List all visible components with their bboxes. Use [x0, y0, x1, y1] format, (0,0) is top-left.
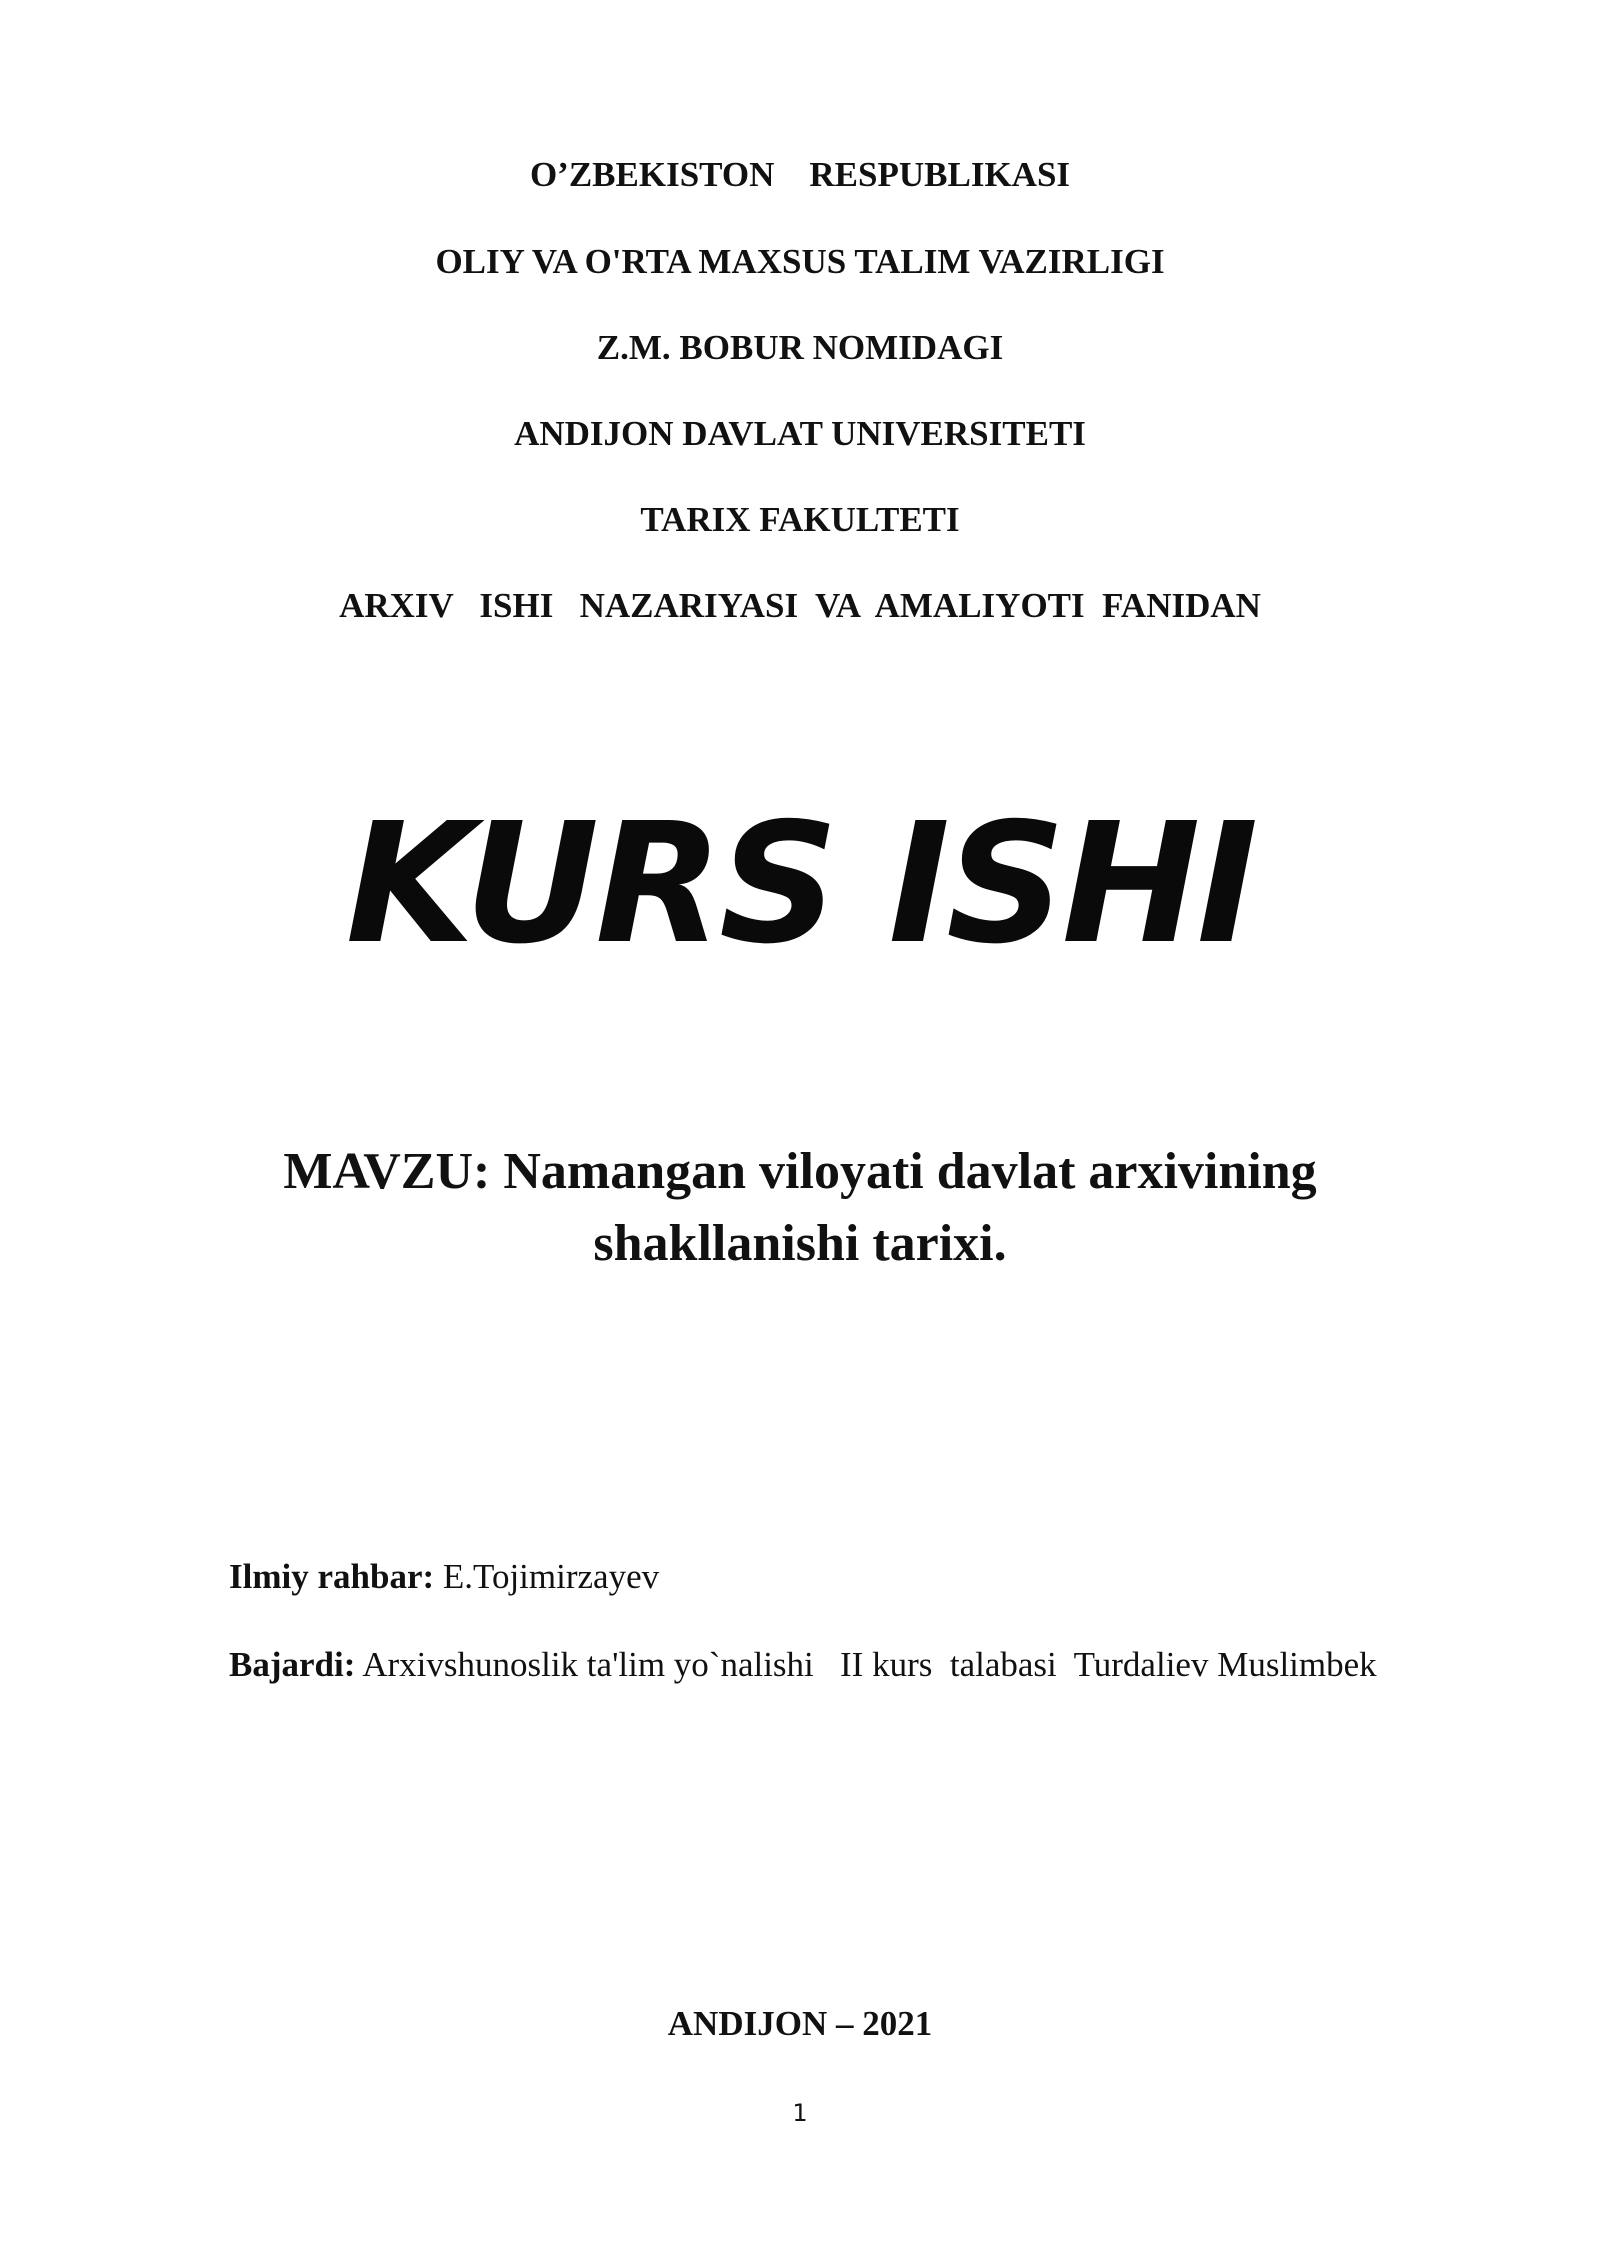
supervisor-label: Ilmiy rahbar:: [229, 1557, 435, 1596]
header-university: ANDIJON DAVLAT UNIVERSITETI: [514, 414, 1086, 453]
supervisor-value: E.Tojimirzayev: [434, 1557, 660, 1596]
topic-line-1: MAVZU: Namangan viloyati davlat arxivining: [283, 1143, 1317, 1200]
header-ministry: OLIY VA O'RTA MAXSUS TALIM VAZIRLIGI: [435, 242, 1165, 281]
supervisor-line: [229, 1555, 659, 1599]
performer-value: Arxivshunoslik ta'lim yo`nalishi II kurs talabasi Turdaliev Muslimbek: [355, 1645, 1377, 1684]
header-country: O’ZBEKISTON RESPUBLIKASI: [529, 155, 1071, 194]
performer-line: [229, 1643, 1377, 1687]
document-title: KURS ISHI: [345, 788, 1255, 981]
city-year: ANDIJON – 2021: [667, 2004, 933, 2043]
topic-line-2: shakllanishi tarixi.: [593, 1215, 1007, 1272]
performer-label: Bajardi:: [229, 1645, 356, 1684]
page-number: 1: [792, 2099, 808, 2127]
header-faculty: TARIX FAKULTETI: [640, 500, 960, 539]
header-subject: ARXIV ISHI NAZARIYASI VA AMALIYOTI FANIDAN: [339, 586, 1261, 625]
header-named-after: Z.M. BOBUR NOMIDAGI: [596, 328, 1004, 367]
